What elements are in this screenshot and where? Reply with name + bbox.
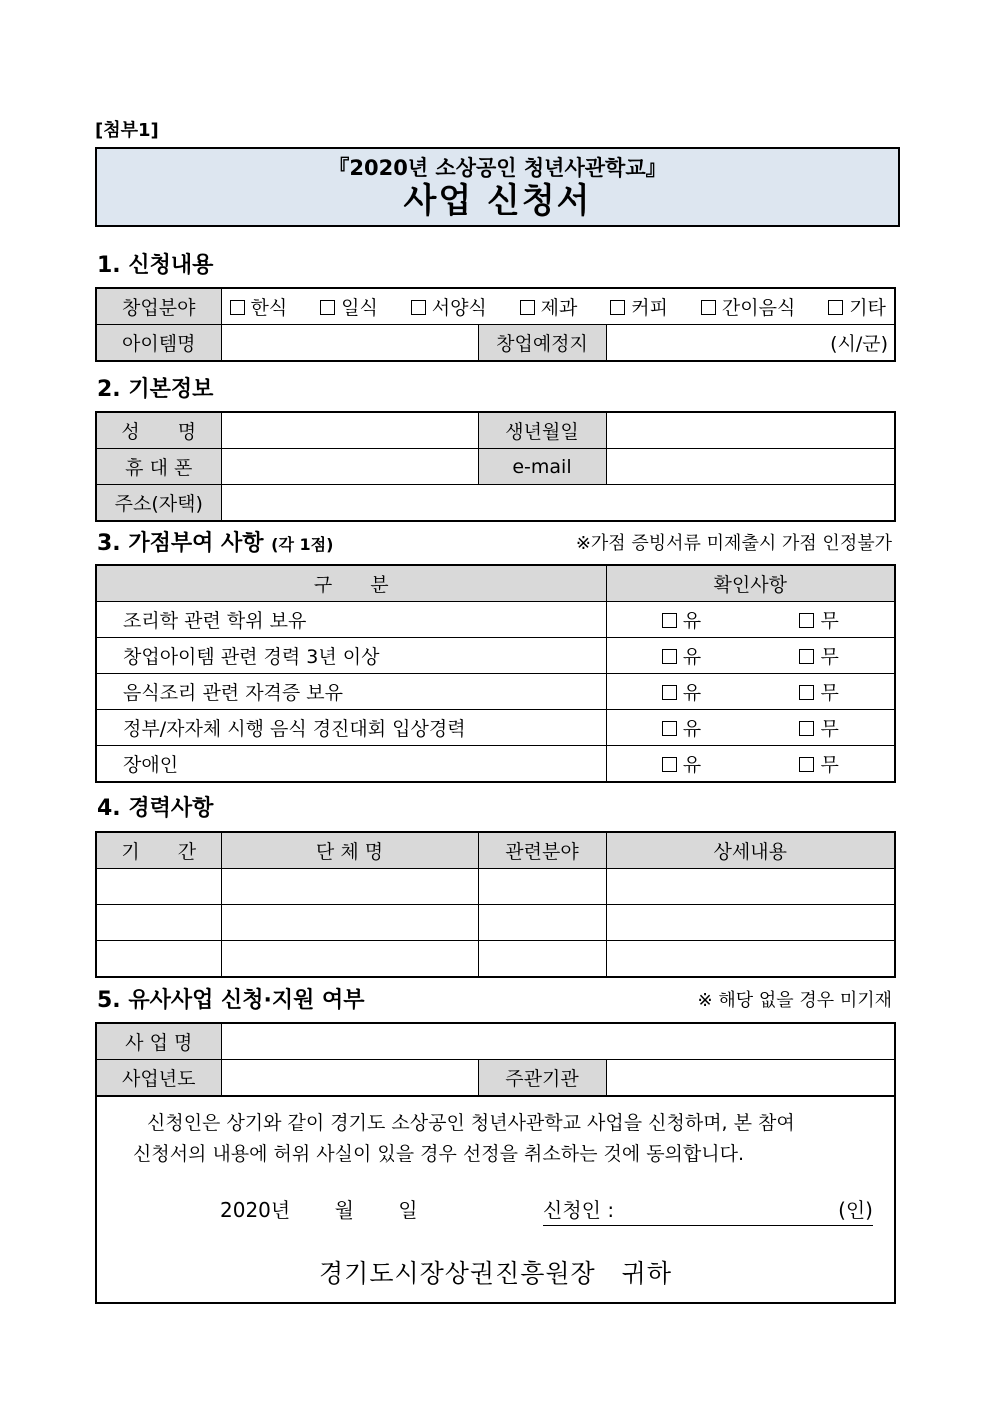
category-header: 구 분	[96, 565, 606, 602]
organization-cell[interactable]	[221, 941, 478, 978]
period-cell[interactable]	[96, 941, 221, 978]
basic-info-table	[95, 411, 896, 522]
organization-cell[interactable]	[221, 905, 478, 941]
period-cell[interactable]	[96, 905, 221, 941]
table-row	[96, 941, 895, 978]
date-year: 2020년	[220, 1198, 291, 1222]
option-bakery[interactable]: 제과	[520, 293, 578, 320]
location-label: 창업예정지	[478, 325, 606, 362]
checkbox-icon[interactable]	[320, 300, 335, 315]
field-cell[interactable]	[478, 941, 606, 978]
email-label: e-mail	[478, 449, 606, 485]
declaration-line-2: 신청서의 내용에 허위 사실이 있을 경우 선정을 취소하는 것에 동의합니다.	[133, 1143, 745, 1165]
checkbox-icon[interactable]	[662, 613, 677, 628]
birth-field[interactable]	[606, 412, 895, 449]
email-field[interactable]	[606, 449, 895, 485]
declaration-box	[95, 1096, 896, 1304]
no-option[interactable]: 무	[799, 714, 838, 741]
option-western[interactable]: 서양식	[411, 293, 487, 320]
section1-title: 1. 신청내용	[97, 253, 214, 278]
option-other[interactable]: 기타	[828, 293, 886, 320]
section2-title: 2. 기본정보	[97, 377, 214, 402]
title-subtitle: 『2020년 소상공인 청년사관학교』	[328, 156, 667, 180]
applicant-signature-line[interactable]	[543, 1194, 873, 1226]
period-header: 기 간	[96, 832, 221, 869]
yes-option[interactable]: 유	[662, 750, 701, 777]
bonus-item: 정부/자자체 시행 음식 경진대회 입상경력	[96, 710, 606, 746]
date-day[interactable]: 일	[398, 1198, 418, 1222]
option-japanese[interactable]: 일식	[320, 293, 378, 320]
section3-note: ※가점 증빙서류 미제출시 가점 인정불가	[575, 533, 892, 554]
checkbox-icon[interactable]	[799, 649, 814, 664]
yes-option[interactable]: 유	[662, 714, 701, 741]
phone-label: 휴 대 폰	[96, 449, 221, 485]
details-cell[interactable]	[606, 941, 895, 978]
table-row	[96, 746, 895, 783]
attachment-label: [첨부1]	[95, 120, 159, 141]
project-name-field[interactable]	[221, 1023, 895, 1060]
checkbox-icon[interactable]	[799, 613, 814, 628]
declaration-line-1: 신청인은 상기와 같이 경기도 소상공인 청년사관학교 사업을 신청하며, 본 참여	[147, 1112, 795, 1134]
business-field-options	[228, 293, 889, 320]
yes-option[interactable]: 유	[662, 678, 701, 705]
checkbox-icon[interactable]	[799, 721, 814, 736]
no-option[interactable]: 무	[799, 606, 838, 633]
agency-field[interactable]	[606, 1060, 895, 1097]
no-option[interactable]: 무	[799, 642, 838, 669]
bonus-item: 음식조리 관련 자격증 보유	[96, 674, 606, 710]
checkbox-icon[interactable]	[662, 685, 677, 700]
similar-project-table	[95, 1022, 896, 1097]
period-cell[interactable]	[96, 869, 221, 905]
checkbox-icon[interactable]	[662, 649, 677, 664]
project-year-field[interactable]	[221, 1060, 478, 1097]
table-row	[96, 638, 895, 674]
option-coffee[interactable]: 커피	[610, 293, 668, 320]
option-korean[interactable]: 한식	[230, 293, 288, 320]
option-snack[interactable]: 간이음식	[701, 293, 795, 320]
date-month[interactable]: 월	[334, 1198, 354, 1222]
career-table	[95, 831, 896, 978]
details-cell[interactable]	[606, 905, 895, 941]
application-content-table	[95, 287, 896, 362]
yes-option[interactable]: 유	[662, 606, 701, 633]
name-field[interactable]	[221, 412, 478, 449]
checkbox-icon[interactable]	[610, 300, 625, 315]
bonus-points-table	[95, 564, 896, 783]
checkbox-icon[interactable]	[828, 300, 843, 315]
table-row	[96, 602, 895, 638]
checkbox-icon[interactable]	[230, 300, 245, 315]
project-year-label: 사업년도	[96, 1060, 221, 1097]
section3-title: 3. 가점부여 사항 (각 1점)	[97, 531, 334, 556]
declaration-text	[133, 1108, 876, 1170]
business-field-label: 창업분야	[96, 288, 221, 325]
checkbox-icon[interactable]	[662, 757, 677, 772]
bonus-item: 조리학 관련 학위 보유	[96, 602, 606, 638]
checkbox-icon[interactable]	[799, 685, 814, 700]
no-option[interactable]: 무	[799, 678, 838, 705]
section3-title-small: (각 1점)	[271, 535, 334, 554]
phone-field[interactable]	[221, 449, 478, 485]
table-row	[96, 674, 895, 710]
project-name-label: 사 업 명	[96, 1023, 221, 1060]
birth-label: 생년월일	[478, 412, 606, 449]
table-row	[96, 710, 895, 746]
confirm-header: 확인사항	[606, 565, 895, 602]
table-row	[96, 905, 895, 941]
item-name-label: 아이템명	[96, 325, 221, 362]
details-cell[interactable]	[606, 869, 895, 905]
checkbox-icon[interactable]	[701, 300, 716, 315]
checkbox-icon[interactable]	[411, 300, 426, 315]
field-cell[interactable]	[478, 869, 606, 905]
address-label: 주소(자택)	[96, 485, 221, 522]
page-title: 사업 신청서	[403, 181, 592, 221]
no-option[interactable]: 무	[799, 750, 838, 777]
section4-title: 4. 경력사항	[97, 796, 214, 821]
date-row	[220, 1194, 456, 1223]
field-cell[interactable]	[478, 905, 606, 941]
bonus-item: 창업아이템 관련 경력 3년 이상	[96, 638, 606, 674]
field-header: 관련분야	[478, 832, 606, 869]
name-label: 성 명	[96, 412, 221, 449]
table-row	[96, 869, 895, 905]
address-field[interactable]	[221, 485, 895, 522]
seal-label: (인)	[838, 1198, 873, 1222]
title-box	[95, 147, 900, 227]
item-name-field[interactable]	[221, 325, 478, 362]
agency-label: 주관기관	[478, 1060, 606, 1097]
yes-option[interactable]: 유	[662, 642, 701, 669]
location-suffix: (시/군)	[830, 333, 888, 355]
organization-header: 단 체 명	[221, 832, 478, 869]
section5-note: ※ 해당 없을 경우 미기재	[697, 990, 892, 1011]
organization-cell[interactable]	[221, 869, 478, 905]
checkbox-icon[interactable]	[799, 757, 814, 772]
applicant-label: 신청인 :	[543, 1198, 615, 1222]
section5-title: 5. 유사사업 신청·지원 여부	[97, 988, 365, 1013]
location-field[interactable]	[606, 325, 895, 362]
checkbox-icon[interactable]	[662, 721, 677, 736]
addressee: 경기도시장상권진흥원장 귀하	[319, 1259, 672, 1288]
bonus-item: 장애인	[96, 746, 606, 783]
checkbox-icon[interactable]	[520, 300, 535, 315]
details-header: 상세내용	[606, 832, 895, 869]
